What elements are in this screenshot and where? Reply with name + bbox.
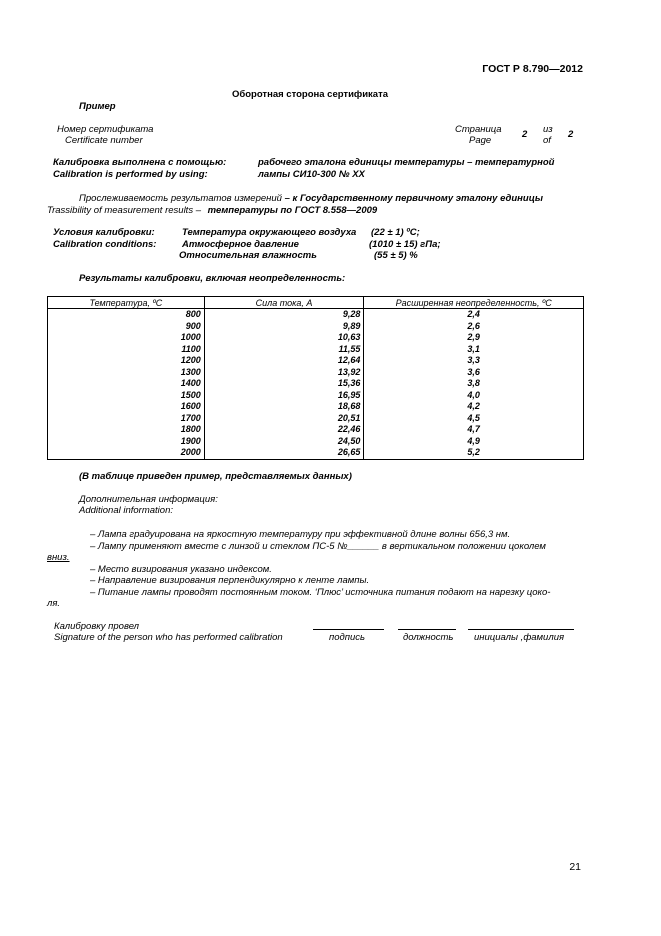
column-header-uncertainty: Расширенная неопределенность, ºC <box>364 297 584 309</box>
pressure-label: Атмосферное давление <box>182 239 299 250</box>
position-line <box>398 629 456 630</box>
page-title: Оборотная сторона сертификата <box>232 89 389 100</box>
example-label: Пример <box>79 101 116 112</box>
column-header-current: Сила тока, А <box>204 297 364 309</box>
current-cell: 22,46 <box>204 424 364 436</box>
additional-item-5-line1: – Питание лампы проводят постоянным током. ‘Плюс’ источника питания подают на нарезку цоко- <box>90 587 551 598</box>
table-row <box>48 332 584 344</box>
uncertainty-cell: 3,8 <box>364 378 584 390</box>
additional-item-4: – Направление визирования перпендикулярно к ленте лампы. <box>90 575 370 586</box>
table-row <box>48 321 584 333</box>
additional-item-5-line2: ля. <box>47 598 61 609</box>
calibration-results-table <box>47 296 584 460</box>
of-label-ru: из <box>543 124 553 135</box>
pressure-value: (1010 ± 15) гПа; <box>369 239 441 250</box>
calibration-by-label-en: Calibration is performed by using: <box>53 169 208 180</box>
temperature-cell: 1900 <box>48 436 205 448</box>
temperature-value: (22 ± 1) ºC; <box>371 227 420 238</box>
table-row <box>48 390 584 402</box>
humidity-value: (55 ± 5) % <box>374 250 418 261</box>
standard-header: ГОСТ Р 8.790—2012 <box>482 63 583 75</box>
name-line <box>468 629 574 630</box>
name-caption: инициалы ,фамилия <box>474 632 565 643</box>
column-header-temperature: Температура, ºC <box>48 297 205 309</box>
conditions-label-en: Calibration conditions: <box>53 239 157 250</box>
calibration-by-label-ru: Калибровка выполнена с помощью: <box>53 157 227 168</box>
current-cell: 11,55 <box>204 344 364 356</box>
additional-item-1: – Лампа градуирована на яркостную температуру при эффективной длине волны 656,3 нм. <box>90 529 511 540</box>
uncertainty-cell: 4,5 <box>364 413 584 425</box>
current-cell: 13,92 <box>204 367 364 379</box>
signature-line <box>313 629 384 630</box>
temperature-cell: 1800 <box>48 424 205 436</box>
table-row <box>48 378 584 390</box>
signature-label-ru: Калибровку провел <box>54 621 140 632</box>
temperature-cell: 1400 <box>48 378 205 390</box>
calibration-by-value-line2: лампы СИ10-300 № ХХ <box>258 169 365 180</box>
page-number: 21 <box>569 861 581 873</box>
table-row <box>48 424 584 436</box>
uncertainty-cell: 4,7 <box>364 424 584 436</box>
traceability-line1-text: Прослеживаемость результатов измерений <box>79 193 282 204</box>
conditions-label-ru: Условия калибровки: <box>53 227 155 238</box>
temperature-cell: 1500 <box>48 390 205 402</box>
results-heading: Результаты калибровки, включая неопределенность: <box>79 273 346 284</box>
current-cell: 16,95 <box>204 390 364 402</box>
current-cell: 15,36 <box>204 378 364 390</box>
uncertainty-cell: 2,4 <box>364 309 584 321</box>
total-pages-value: 2 <box>568 129 574 140</box>
table-row <box>48 309 584 321</box>
of-label-en: of <box>543 135 551 146</box>
table-row <box>48 367 584 379</box>
uncertainty-cell: 3,3 <box>364 355 584 367</box>
current-cell: 9,89 <box>204 321 364 333</box>
temperature-cell: 900 <box>48 321 205 333</box>
temperature-cell: 1300 <box>48 367 205 379</box>
table-row <box>48 413 584 425</box>
signature-caption: подпись <box>329 632 366 643</box>
table-row <box>48 344 584 356</box>
current-cell: 9,28 <box>204 309 364 321</box>
current-cell: 20,51 <box>204 413 364 425</box>
position-caption: должность <box>403 632 454 643</box>
table-row <box>48 355 584 367</box>
uncertainty-cell: 2,9 <box>364 332 584 344</box>
temperature-cell: 1700 <box>48 413 205 425</box>
humidity-label: Относительная влажность <box>179 250 317 261</box>
additional-item-2-line1: – Лампу применяют вместе с линзой и стеклом ПС-5 №______ в вертикальном положении цоколем <box>90 541 546 552</box>
table-note: (В таблице приведен пример, представляемых данных) <box>79 471 352 482</box>
current-cell: 26,65 <box>204 447 364 459</box>
additional-item-3: – Место визирования указано индексом. <box>90 564 272 575</box>
current-cell: 12,64 <box>204 355 364 367</box>
temperature-cell: 1000 <box>48 332 205 344</box>
page-number-value: 2 <box>522 129 528 140</box>
temperature-cell: 1100 <box>48 344 205 356</box>
uncertainty-cell: 4,2 <box>364 401 584 413</box>
additional-info-label-ru: Дополнительная информация: <box>79 494 218 505</box>
certificate-number-label-en: Certificate number <box>65 135 143 146</box>
table-row <box>48 447 584 459</box>
uncertainty-cell: 3,1 <box>364 344 584 356</box>
certificate-number-label-ru: Номер сертификата <box>57 124 154 135</box>
table-row <box>48 401 584 413</box>
current-cell: 24,50 <box>204 436 364 448</box>
table-row <box>48 436 584 448</box>
traceability-line2-text: Trassibility of measurement results – <box>47 205 201 216</box>
temperature-cell: 1200 <box>48 355 205 367</box>
current-cell: 18,68 <box>204 401 364 413</box>
temperature-cell: 2000 <box>48 447 205 459</box>
page-label-ru: Страница <box>455 124 502 135</box>
page-label-en: Page <box>469 135 492 146</box>
calibration-by-value-line1: рабочего эталона единицы температуры – температурной <box>258 157 555 168</box>
uncertainty-cell: 4,9 <box>364 436 584 448</box>
uncertainty-cell: 2,6 <box>364 321 584 333</box>
traceability-line2 <box>47 205 377 216</box>
table-header-row <box>48 297 584 309</box>
uncertainty-cell: 4,0 <box>364 390 584 402</box>
current-cell: 10,63 <box>204 332 364 344</box>
temperature-cell: 1600 <box>48 401 205 413</box>
temperature-cell: 800 <box>48 309 205 321</box>
uncertainty-cell: 3,6 <box>364 367 584 379</box>
traceability-line1 <box>79 193 543 204</box>
traceability-line1-bold: – к Государственному первичному эталону единицы <box>284 193 543 204</box>
additional-item-2-line2: вниз. <box>47 552 70 563</box>
signature-label-en: Signature of the person who has performed calibration <box>54 632 283 643</box>
additional-info-label-en: Additional information: <box>79 505 173 516</box>
uncertainty-cell: 5,2 <box>364 447 584 459</box>
temperature-label: Температура окружающего воздуха <box>182 227 357 238</box>
traceability-line2-bold: температуры по ГОСТ 8.558—2009 <box>207 205 378 216</box>
